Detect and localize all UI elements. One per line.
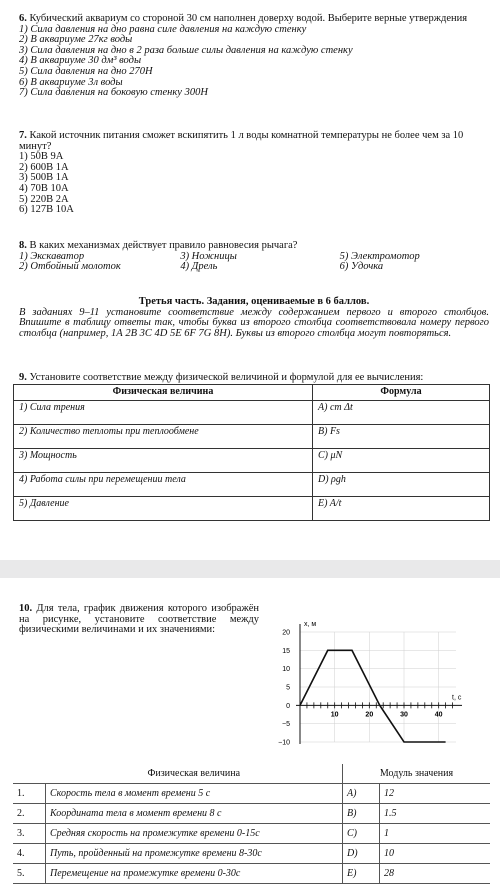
letter-cell: С) [343,824,380,844]
question-text: Какой источник питания сможет вскипятить 1 л воды комнатной температуры не более чем за 10 минут? [19,130,464,152]
y-tick-label: 0 [286,702,290,710]
motion-graph [268,612,468,752]
x-tick-label: 20 [365,711,374,719]
table-row [14,425,490,449]
question-10 [19,604,259,636]
quantity-cell: Путь, пройденный на промежутке времени 8-30с [46,844,343,864]
option: 1) Сила давления на дно равна силе давления на каждую стенку [19,23,307,35]
column-header: Физическая величина [14,385,313,401]
question-number: 9. [19,372,27,383]
question-7 [19,131,489,216]
option: 1) Экскаватор [19,250,85,262]
question-text: Установите соответствие между физической величиной и формулой для ее вычисления: [29,372,424,383]
table-row [13,864,490,884]
question-text: Кубический аквариум со стороной 30 см наполнен доверху водой. Выберите верные утверждения [29,13,468,24]
value-cell: 12 [380,784,491,804]
matching-table-10 [13,764,490,884]
table-header [14,385,490,401]
letter-cell: E) [343,864,380,884]
y-tick-label: 10 [282,666,290,674]
table-cell: 1) Сила трения [14,401,313,425]
value-cell: 1.5 [380,804,491,824]
option: 6) 127В 10А [19,204,74,216]
question-number: 8. [19,240,27,251]
question-8 [19,241,489,273]
table-row [14,449,490,473]
option: 1) 50В 9А [19,151,64,163]
table-row [14,473,490,497]
section-instructions: В заданиях 9–11 установите соответствие между содержанием первого и второго столбцов. Впишите в таблицу ответы так, чтобы буква из второго столбца соответствовала номеру первого столбца (например, 1А 2В 3С 4D 5E 6F 7G 8H). Буквы из второго столбца могут повторяться. [19,306,489,339]
row-number: 2. [13,804,46,824]
table-cell: В) Fs [313,425,490,449]
row-number: 5. [13,864,46,884]
table-cell: 2) Количество теплоты при теплообмене [14,425,313,449]
table-cell: С) μN [313,449,490,473]
column-header: Модуль значения [343,764,491,784]
y-tick-label: −10 [278,739,290,747]
option: 3) Сила давления на дно в 2 раза больше силы давления на каждую стенку [19,44,353,56]
quantity-cell: Скорость тела в момент времени 5 с [46,784,343,804]
table-cell: 3) Мощность [14,449,313,473]
matching-table-9 [13,384,490,521]
table-row [14,497,490,521]
question-text: Для тела, график движения которого изображён на рисунке, установите соответствие между физическими величинами и их значениями: [19,603,260,636]
option: 2) В аквариуме 27кг воды [19,34,133,46]
x-axis-label: t, c [452,694,462,702]
question-number: 7. [19,130,27,141]
column-header: Формула [313,385,490,401]
y-tick-label: 5 [286,684,290,692]
row-number: 3. [13,824,46,844]
quantity-cell: Перемещение на промежутке времени 0-30с [46,864,343,884]
row-number: 4. [13,844,46,864]
table-row [13,844,490,864]
option: 6) В аквариуме 3л воды [19,76,123,88]
letter-cell: А) [343,784,380,804]
option: 5) Электромотор [339,250,420,262]
letter-cell: D) [343,844,380,864]
question-text: В каких механизмах действует правило равновесия рычага? [29,240,298,251]
part3-header [19,297,489,339]
table-cell: E) A/t [313,497,490,521]
letter-cell: В) [343,804,380,824]
x-tick-label: 30 [400,711,408,719]
y-ticks [278,630,290,747]
option: 7) Сила давления на боковую стенку 300Н [19,87,208,99]
table-cell [13,764,46,784]
option: 3) Ножницы [180,250,237,262]
question-9 [19,373,489,384]
table-cell: D) ρgh [313,473,490,497]
value-cell: 1 [380,824,491,844]
table-cell: 5) Давление [14,497,313,521]
chart-grid [300,632,456,742]
table-row [13,784,490,804]
option: 4) Дрель [180,261,218,273]
options-row [19,262,489,273]
option: 2) Отбойный молоток [19,261,121,273]
y-axis-label: x, м [304,621,317,628]
question-number: 10. [19,603,33,614]
option: 5) Сила давления на дно 270Н [19,65,153,77]
option: 2) 600В 1А [19,161,69,173]
option: 6) Удочка [339,261,384,273]
table-row [13,804,490,824]
row-number: 1. [13,784,46,804]
y-tick-label: −5 [282,721,290,729]
y-tick-label: 20 [282,629,290,637]
quantity-cell: Координата тела в момент времени 8 с [46,804,343,824]
x-tick-label: 40 [434,711,443,719]
section-title: Третья часть. Задания, оцениваемые в 6 баллов. [138,296,370,307]
series-line [300,650,446,742]
x-tick-label: 10 [330,711,339,719]
column-header: Физическая величина [46,764,343,784]
table-row [14,401,490,425]
question-6 [19,14,489,99]
quantity-cell: Средняя скорость на промежутке времени 0-15с [46,824,343,844]
option: 5) 220В 2А [19,193,69,205]
table-row [13,824,490,844]
y-tick-label: 15 [282,647,290,655]
page-separator [0,560,500,578]
value-cell: 10 [380,844,491,864]
option: 3) 500В 1А [19,172,69,184]
table-header [13,764,490,784]
table-cell: А) cm Δt [313,401,490,425]
question-number: 6. [19,13,27,24]
option: 4) 70В 10А [19,182,69,194]
table-cell: 4) Работа силы при перемещении тела [14,473,313,497]
value-cell: 28 [380,864,491,884]
option: 4) В аквариуме 30 дм³ воды [19,55,142,67]
